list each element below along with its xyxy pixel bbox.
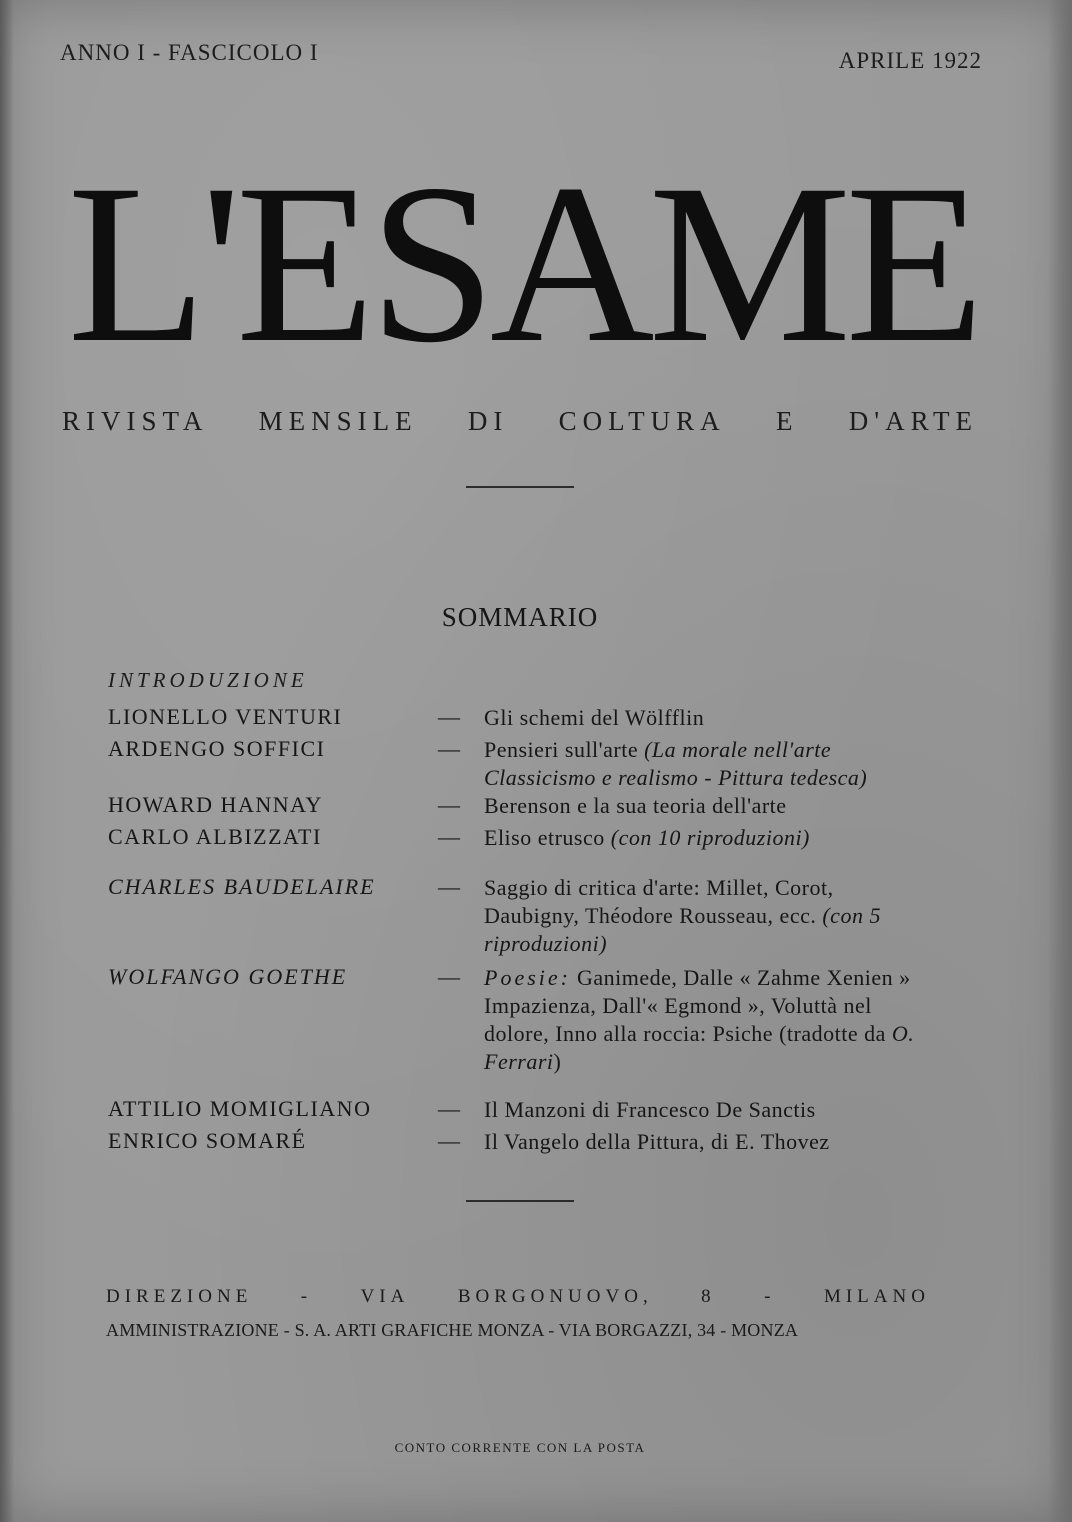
toc-dash: —	[438, 964, 460, 989]
toc-title-text: Pensieri sull'arte	[484, 737, 645, 762]
page-edge-right	[1048, 0, 1072, 1522]
toc-author: WOLFANGO GOETHE	[108, 964, 348, 989]
toc-title-text: Berenson e la sua teoria dell'arte	[484, 793, 787, 818]
masthead-title: L'ESAME	[67, 138, 979, 390]
toc-author: LIONELLO VENTURI	[108, 704, 343, 729]
toc-dash: —	[438, 824, 460, 849]
toc-title-text: Il Vangelo della Pittura, di E. Thovez	[484, 1129, 830, 1154]
toc-dash: —	[438, 792, 460, 817]
address-part: 8	[701, 1286, 716, 1307]
toc-author: CHARLES BAUDELAIRE	[108, 874, 376, 899]
toc-title-italic: (con 10 riproduzioni)	[610, 825, 810, 850]
toc-title-italic: (con 5 riproduzioni)	[484, 903, 881, 956]
toc-dash: —	[438, 704, 460, 729]
editorial-address	[106, 1286, 930, 1308]
divider-rule	[466, 1200, 574, 1202]
toc-author: ATTILIO MOMIGLIANO	[108, 1096, 372, 1121]
address-part: DIREZIONE	[106, 1286, 253, 1307]
subtitle-word: D'ARTE	[848, 406, 978, 436]
issue-date: APRILE 1922	[838, 48, 982, 73]
toc-title	[484, 704, 934, 732]
address-part: -	[300, 1286, 313, 1307]
subtitle-word: MENSILE	[258, 406, 418, 436]
subtitle-word: COLTURA	[558, 406, 726, 436]
address-part: BORGONUOVO,	[457, 1286, 653, 1307]
address-part: MILANO	[823, 1286, 930, 1307]
issue-number: ANNO I - FASCICOLO I	[60, 40, 319, 65]
subtitle-word: E	[775, 406, 799, 436]
administration-address: AMMINISTRAZIONE - S. A. ARTI GRAFICHE MONZA - VIA BORGAZZI, 34 - MONZA	[106, 1320, 799, 1340]
toc-title	[484, 964, 934, 1076]
postal-account-note: CONTO CORRENTE CON LA POSTA	[394, 1440, 646, 1455]
toc-title	[484, 736, 934, 792]
masthead-subtitle	[62, 406, 978, 437]
toc-title-text: Gli schemi del Wölfflin	[484, 705, 705, 730]
toc-title-italic: O. Ferrari	[484, 1021, 915, 1074]
subtitle-word: RIVISTA	[62, 406, 209, 436]
section-label: INTRODUZIONE	[108, 668, 308, 692]
toc-title	[484, 792, 934, 820]
address-part: -	[764, 1286, 776, 1307]
toc-author: ENRICO SOMARÉ	[108, 1128, 307, 1153]
toc-dash: —	[438, 1128, 460, 1153]
toc-title-spaced: Poesie:	[484, 965, 571, 990]
divider-rule	[466, 486, 574, 488]
address-part: VIA	[360, 1286, 410, 1307]
toc-dash: —	[438, 874, 460, 899]
toc-author: HOWARD HANNAY	[108, 792, 323, 817]
toc-title-end: )	[553, 1049, 562, 1074]
toc-dash: —	[438, 736, 460, 761]
toc-dash: —	[438, 1096, 460, 1121]
toc-author: CARLO ALBIZZATI	[108, 824, 322, 849]
toc-title-italic: (La morale nell'arte Classicismo e realismo - Pittura tedesca)	[484, 737, 868, 790]
toc-author: ARDENGO SOFFICI	[108, 736, 326, 761]
toc-title	[484, 1096, 934, 1124]
toc-title-text: Il Manzoni di Francesco De Sanctis	[484, 1097, 816, 1122]
toc-title	[484, 1128, 934, 1156]
toc-title	[484, 824, 934, 852]
summary-heading: SOMMARIO	[441, 602, 599, 632]
subtitle-word: DI	[467, 406, 509, 436]
page-edge-left	[0, 0, 14, 1522]
toc-title-text: Ganimede, Dalle « Zahme Xenien » Impazienza, Dall'« Egmond », Voluttà nel dolore, Inno alla roccia: Psiche (tradotte da	[484, 965, 911, 1046]
toc-title	[484, 874, 934, 958]
toc-title-text: Eliso etrusco	[484, 825, 611, 850]
toc-title-text: Saggio di critica d'arte: Millet, Corot, Daubigny, Théodore Rousseau, ecc.	[484, 875, 834, 928]
